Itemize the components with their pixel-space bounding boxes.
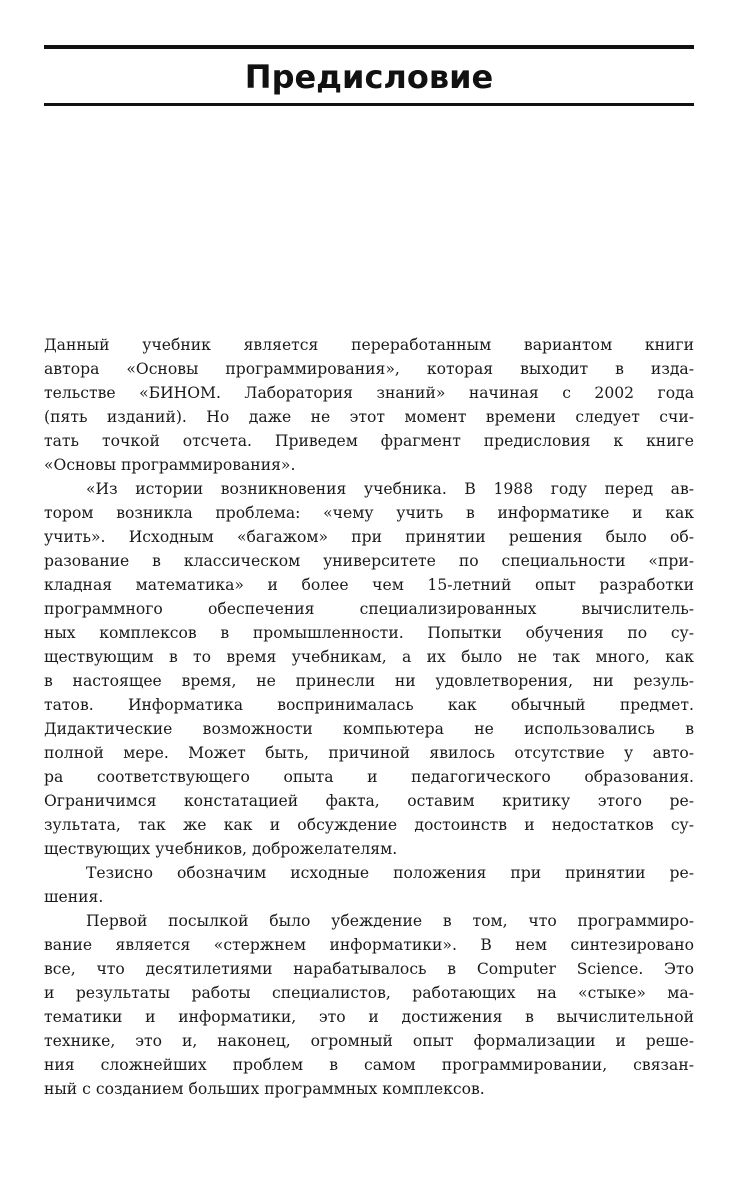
text-line: ный с созданием больших программных комплексов. <box>44 1080 485 1098</box>
text-line: в настоящее время, не принесли ни удовлетворения, ни резуль- <box>44 672 694 690</box>
text-line: зультата, так же как и обсуждение достоинств и недостатков су- <box>44 816 694 834</box>
text-line: ра соответствующего опыта и педагогического образования. <box>44 768 694 786</box>
text-line: ных комплексов в промышленности. Попытки обучения по су- <box>44 624 694 642</box>
text-line: тельстве «БИНОМ. Лаборатория знаний» начиная с 2002 года <box>44 384 694 402</box>
text-line: все, что десятилетиями нарабатывалось в Computer Science. Это <box>44 960 694 978</box>
page-title: Предисловие <box>244 58 494 96</box>
text-line: (пять изданий). Но даже не этот момент времени следует счи- <box>44 408 694 426</box>
text-line: тором возникла проблема: «чему учить в информатике и как <box>44 504 694 522</box>
paragraph <box>44 333 694 477</box>
text-line: Данный учебник является переработанным вариантом книги <box>44 336 694 354</box>
text-line: автора «Основы программирования», которая выходит в изда- <box>44 360 694 378</box>
text-line: технике, это и, наконец, огромный опыт формализации и реше- <box>44 1032 694 1050</box>
text-line: ществующих учебников, доброжелателям. <box>44 840 398 858</box>
paragraph <box>44 861 694 909</box>
text-line: разование в классическом университете по специальности «при- <box>44 552 694 570</box>
text-line: Дидактические возможности компьютера не использовались в <box>44 720 694 738</box>
text-line: ществующим в то время учебникам, а их было не так много, как <box>44 648 694 666</box>
text-line: «Из истории возникновения учебника. В 1988 году перед ав- <box>86 480 694 498</box>
text-line: Первой посылкой было убеждение в том, что программиро- <box>86 912 694 930</box>
text-line: вание является «стержнем информатики». В нем синтезировано <box>44 936 694 954</box>
paragraph <box>44 909 694 1101</box>
text-line: Тезисно обозначим исходные положения при принятии ре- <box>86 864 694 882</box>
text-line: тать точкой отсчета. Приведем фрагмент предисловия к книге <box>44 432 694 450</box>
text-line: Ограничимся констатацией факта, оставим критику этого ре- <box>44 792 694 810</box>
title-rule-top <box>44 45 694 49</box>
text-line: кладная математика» и более чем 15-летний опыт разработки <box>44 576 694 594</box>
text-line: «Основы программирования». <box>44 456 296 474</box>
text-line: тематики и информатики, это и достижения в вычислительной <box>44 1008 694 1026</box>
body-text <box>44 333 694 1101</box>
title-rule-bottom <box>44 103 694 106</box>
paragraph <box>44 477 694 861</box>
text-line: ния сложнейших проблем в самом программировании, связан- <box>44 1056 694 1074</box>
text-line: программного обеспечения специализированных вычислитель- <box>44 600 694 618</box>
text-line: шения. <box>44 888 104 906</box>
text-line: полной мере. Может быть, причиной явилось отсутствие у авто- <box>44 744 694 762</box>
text-line: татов. Информатика воспринималась как обычный предмет. <box>44 696 694 714</box>
text-line: и результаты работы специалистов, работающих на «стыке» ма- <box>44 984 694 1002</box>
text-line: учить». Исходным «багажом» при принятии решения было об- <box>44 528 694 546</box>
